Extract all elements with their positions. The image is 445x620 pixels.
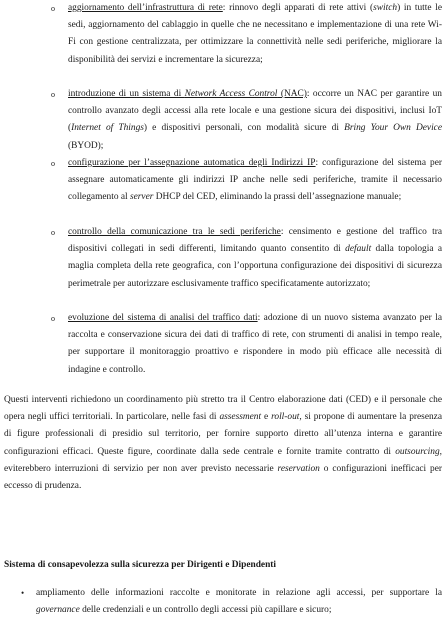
item-title: configurazione per l’assegnazione automatica degli Indirizzi IP xyxy=(68,158,316,168)
list-item-text: introduzione di un sistema di Network Access Control (NAC): occorre un NAC per garantire un controllo avanzato degli accessi alla rete locale e una gestione sicura dei dispositivi, inclusi IoT (Internet of Things) e dispositivi personali, con modalità sicure di Bring Your Own Device (BYOD); xyxy=(68,89,442,151)
list-item xyxy=(0,585,445,619)
bullet-marker: • xyxy=(21,588,25,598)
item-title: controllo della comunicazione tra le sedi periferiche xyxy=(68,227,281,237)
list-item xyxy=(0,0,445,69)
list-item-text: controllo della comunicazione tra le sedi periferiche: censimento e gestione del traffico tra dispositivi collegati in sedi differenti, limitando quanto consentito di default dalla topologia a maglia completa della rete geografica, con l’opportuna configurazione dei dispositivi di sicurezza perimetrale per autorizzare esclusivamente traffico specificatamente autorizzato; xyxy=(68,227,442,289)
list-item xyxy=(0,86,445,155)
list-item xyxy=(0,155,445,207)
list-marker: o xyxy=(51,228,55,237)
section-heading: Sistema di consapevolezza sulla sicurezza per Dirigenti e Dipendenti xyxy=(4,560,277,570)
list-item xyxy=(0,310,445,379)
list-marker: o xyxy=(51,4,55,13)
list-item-text: ampliamento delle informazioni raccolte e monitorate in relazione agli accessi, per supportare la governance delle credenziali e un controllo degli accessi più capillare e sicuro; xyxy=(36,588,442,616)
item-title: evoluzione del sistema di analisi del traffico dati xyxy=(68,313,258,323)
list-item-text: aggiornamento dell’infrastruttura di rete: rinnovo degli apparati di rete attivi (switch) in tutte le sedi, aggiornamento del cablaggio in quelle che ne necessitano e implementazione di una rete Wi-Fi con gestione centralizzata, per ottimizzare la connettività nelle sedi periferiche, migliorare la disponibilità dei servizi e incrementare la sicurezza; xyxy=(68,3,442,65)
body-paragraph: Questi interventi richiedono un coordinamento più stretto tra il Centro elaborazione dati (CED) e il personale che opera negli uffici territoriali. In particolare, nelle fasi di assessment e roll-out, si propone di aumentare la presenza di figure professionali di presidio sul territorio, per fornire supporto diretto all’utenza interna e garantire configurazioni efficaci. Queste figure, coordinate dalla sede centrale e fornite tramite contratto di outsourcing, eviterebbero interruzioni di servizio per non aver previsto necessarie reservation o configurazioni inefficaci per eccesso di prudenza. xyxy=(4,395,443,492)
list-marker: o xyxy=(51,159,55,168)
item-title: aggiornamento dell’infrastruttura di rete xyxy=(68,3,223,13)
list-marker: o xyxy=(51,90,55,99)
item-title: introduzione di un sistema di Network Access Control (NAC) xyxy=(68,89,307,99)
list-item xyxy=(0,224,445,293)
list-item-text: configurazione per l’assegnazione automatica degli Indirizzi IP: configurazione del sistema per assegnare automaticamente gli indirizzi IP anche nelle sedi periferiche, tramite il necessario collegamento al server DHCP del CED, eliminando la prassi dell’assegnazione manuale; xyxy=(68,158,442,203)
list-marker: o xyxy=(51,314,55,323)
list-item-text: evoluzione del sistema di analisi del traffico dati: adozione di un nuovo sistema avanzato per la raccolta e conservazione sicura dei dati di traffico di rete, con strumenti di analisi in tempo reale, per supportare il monitoraggio proattivo e rispondere in modo più efficace alle necessità di indagine e controllo. xyxy=(68,313,442,375)
